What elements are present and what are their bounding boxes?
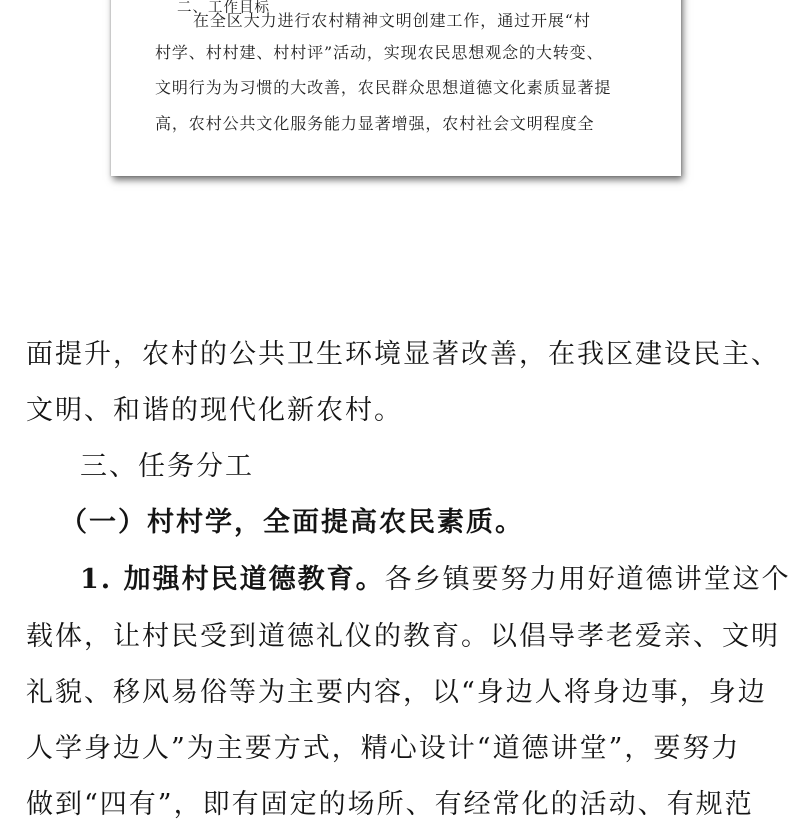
item-paragraph-line [80,557,791,596]
section-heading: 三、任务分工 [80,451,254,482]
body-paragraph-line: 礼貌、移风易俗等为主要内容，以“身边人将身边事，身边 [26,677,767,708]
preview-line: 村学、村村建、村村评”活动，实现农民思想观念的大转变、 [155,43,604,62]
document-preview-card [111,0,681,176]
preview-line: 高，农村公共文化服务能力显著增强，农村社会文明程度全 [155,114,595,133]
body-paragraph-line: 人学身边人”为主要方式，精心设计“道德讲堂”，要努力 [26,733,741,764]
body-paragraph-line: 文明、和谐的现代化新农村。 [26,395,403,426]
body-paragraph-line: 面提升，农村的公共卫生环境显著改善，在我区建设民主、 [26,339,780,370]
subsection-heading: （一）村村学，全面提高农民素质。 [60,507,524,538]
preview-line: 在全区大力进行农村精神文明创建工作，通过开展“村 [193,11,591,30]
body-paragraph-line: 载体，让村民受到道德礼仪的教育。以倡导孝老爱亲、文明 [26,621,780,652]
preview-section-heading: 二、工作目标 [177,0,270,16]
item-text: 各乡镇要努力用好道德讲堂这个 [384,564,791,595]
item-title: 1. 加强村民道德教育。 [80,564,385,595]
body-paragraph-line: 做到“四有”，即有固定的场所、有经常化的活动、有规范 [26,789,754,820]
preview-line: 文明行为为习惯的大改善，农民群众思想道德文化素质显著提 [155,78,612,97]
